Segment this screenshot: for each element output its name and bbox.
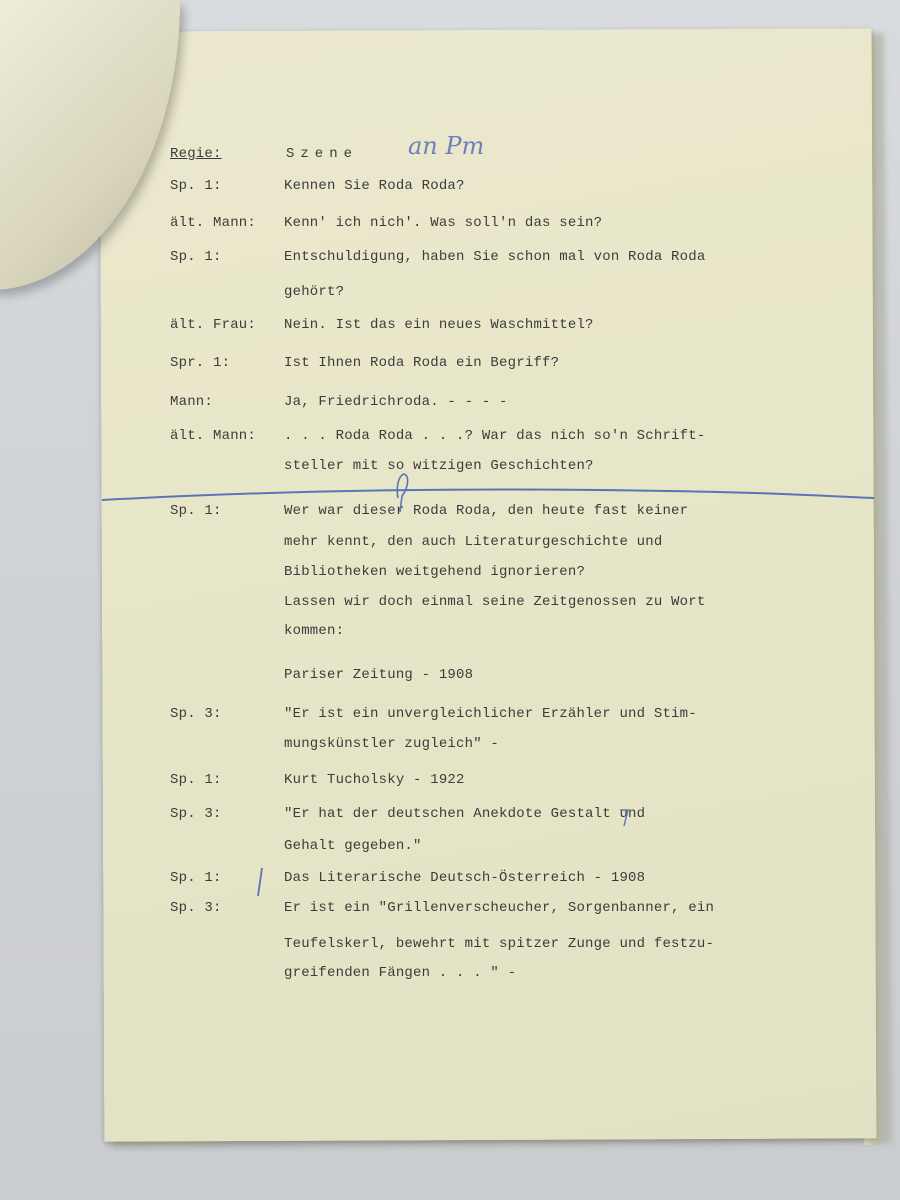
- dialogue-line: Ja, Friedrichroda. - - - -: [284, 394, 508, 410]
- dialogue-line: mehr kennt, den auch Literaturgeschichte und: [284, 534, 663, 550]
- dialogue-line: Gehalt gegeben.": [284, 838, 422, 854]
- dialogue-line: gehört?: [284, 284, 345, 300]
- dialogue-line: mungskünstler zugleich" -: [284, 736, 500, 752]
- speaker-label: Sp. 1:: [170, 503, 222, 519]
- speaker-label: Sp. 1:: [170, 772, 222, 788]
- speaker-label: Sp. 3:: [170, 806, 222, 822]
- dialogue-line: Teufelskerl, bewehrt mit spitzer Zunge und festzu-: [284, 936, 715, 952]
- dialogue-line: Bibliotheken weitgehend ignorieren?: [284, 564, 586, 580]
- handwritten-note: an Pm: [408, 132, 485, 160]
- dialogue-line: Er ist ein "Grillenverscheucher, Sorgenbanner, ein: [284, 900, 715, 916]
- speaker-label: ält. Mann:: [170, 215, 257, 231]
- dialogue-line: . . . Roda Roda . . .? War das nich so'n Schrift-: [284, 428, 706, 444]
- scene-title: Szene: [286, 146, 359, 162]
- dialogue-line: "Er ist ein unvergleichlicher Erzähler und Stim-: [284, 706, 697, 722]
- dialogue-line: Kennen Sie Roda Roda?: [284, 178, 465, 194]
- dialogue-line: "Er hat der deutschen Anekdote Gestalt und: [284, 806, 646, 822]
- speaker-label: Sp. 3:: [170, 706, 222, 722]
- dialogue-line: steller mit so witzigen Geschichten?: [284, 458, 594, 474]
- dialogue-line: kommen:: [284, 623, 345, 639]
- dialogue-line: Ist Ihnen Roda Roda ein Begriff?: [284, 355, 560, 371]
- source-line: Pariser Zeitung - 1908: [284, 667, 474, 683]
- dialogue-line: Wer war dieser Roda Roda, den heute fast keiner: [284, 503, 689, 519]
- dialogue-line: greifenden Fängen . . . " -: [284, 965, 517, 981]
- speaker-label: Mann:: [170, 394, 214, 410]
- speaker-label: Sp. 1:: [170, 870, 222, 886]
- dialogue-line: Lassen wir doch einmal seine Zeitgenossen zu Wort: [284, 594, 706, 610]
- source-line: Das Literarische Deutsch-Österreich - 1908: [284, 870, 646, 886]
- dialogue-line: Nein. Ist das ein neues Waschmittel?: [284, 317, 594, 333]
- dialogue-line: Entschuldigung, haben Sie schon mal von Roda Roda: [284, 249, 706, 265]
- source-line: Kurt Tucholsky - 1922: [284, 772, 465, 788]
- speaker-label: Sp. 3:: [170, 900, 222, 916]
- regie-label: Regie:: [170, 146, 222, 162]
- speaker-label: Spr. 1:: [170, 355, 231, 371]
- dialogue-line: Kenn' ich nich'. Was soll'n das sein?: [284, 215, 603, 231]
- speaker-label: Sp. 1:: [170, 249, 222, 265]
- speaker-label: Sp. 1:: [170, 178, 222, 194]
- speaker-label: ält. Frau:: [170, 317, 257, 333]
- speaker-label: ält. Mann:: [170, 428, 257, 444]
